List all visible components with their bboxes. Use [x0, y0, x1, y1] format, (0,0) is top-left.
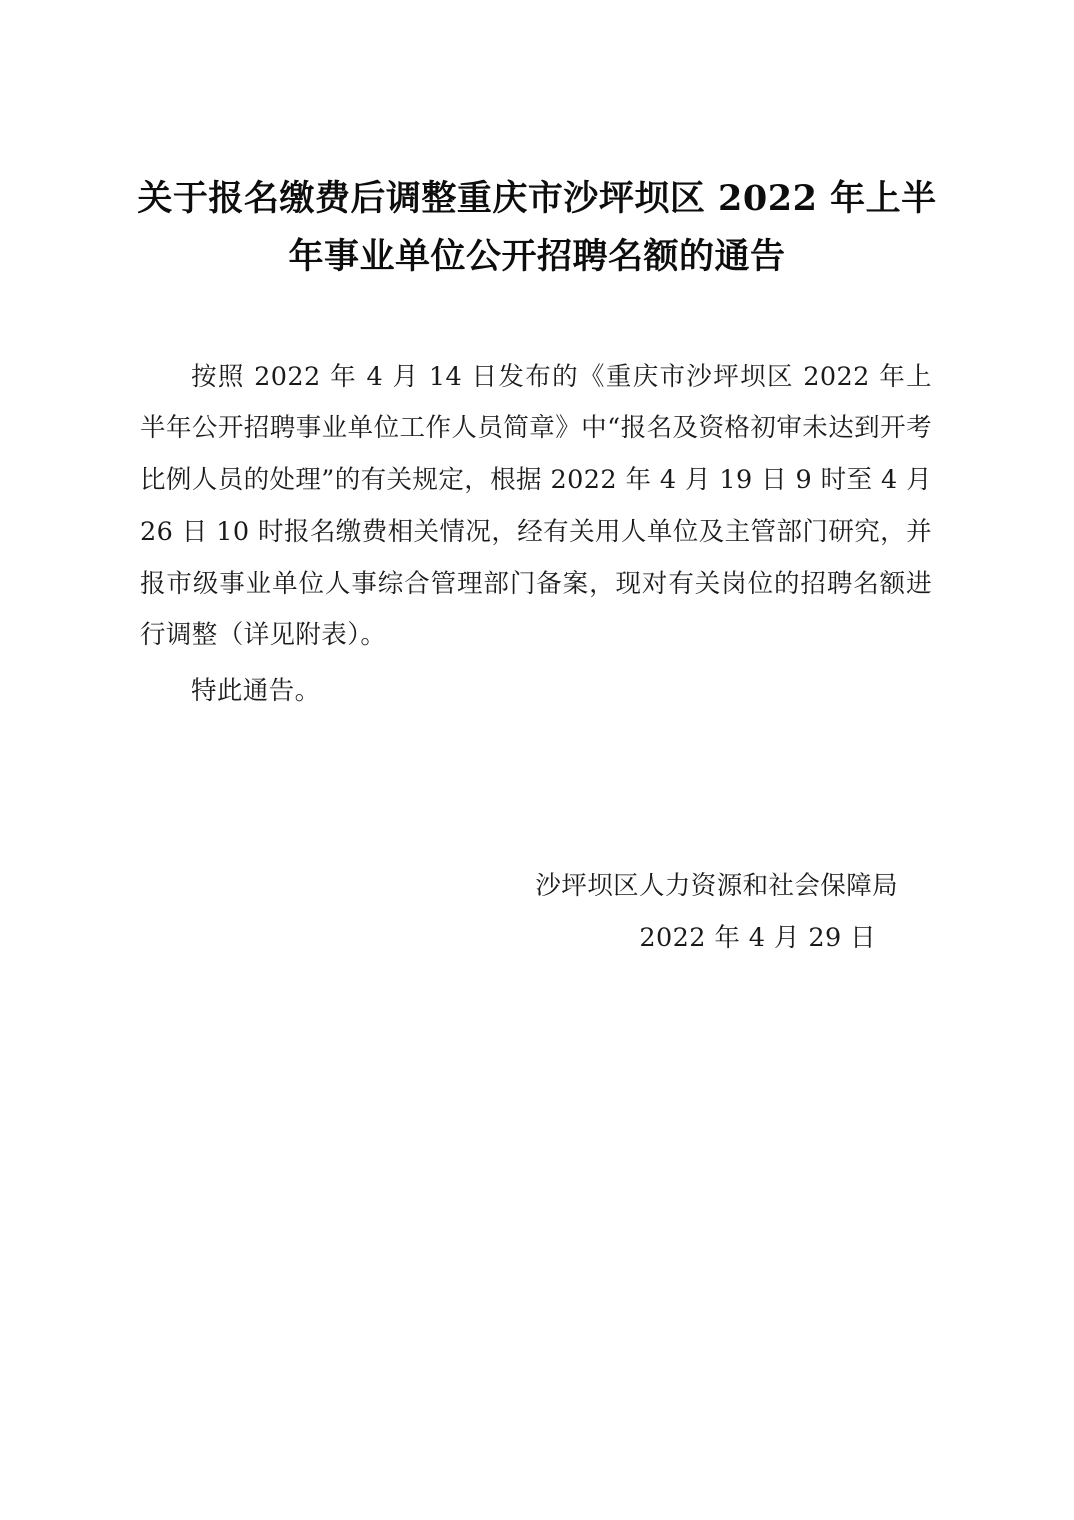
page-title: 关于报名缴费后调整重庆市沙坪坝区 2022 年上半年事业单位公开招聘名额的通告: [137, 178, 937, 277]
issuer-name: 沙坪坝区人力资源和社会保障局: [535, 870, 898, 901]
document-body: [0, 352, 1074, 718]
signature-block: [0, 860, 1074, 965]
body-paragraph: 按照 2022 年 4 月 14 日发布的《重庆市沙坪坝区 2022 年上半年公开招聘事业单位工作人员简章》中“报名及资格初审未达到开考比例人员的处理”的有关规定，根据 2022 年 4 月 19 日 9 时至 4 月 26 日 10 时报名缴费相关情况，经有关用人单位及主管部门研究，并报市级事业单位人事综合管理部门备案，现对有关岗位的招聘名额进行调整（详见附表）。: [140, 361, 933, 651]
body-paragraph: 特此通告。: [191, 676, 321, 706]
issue-date: 2022 年 4 月 29 日: [639, 923, 876, 954]
